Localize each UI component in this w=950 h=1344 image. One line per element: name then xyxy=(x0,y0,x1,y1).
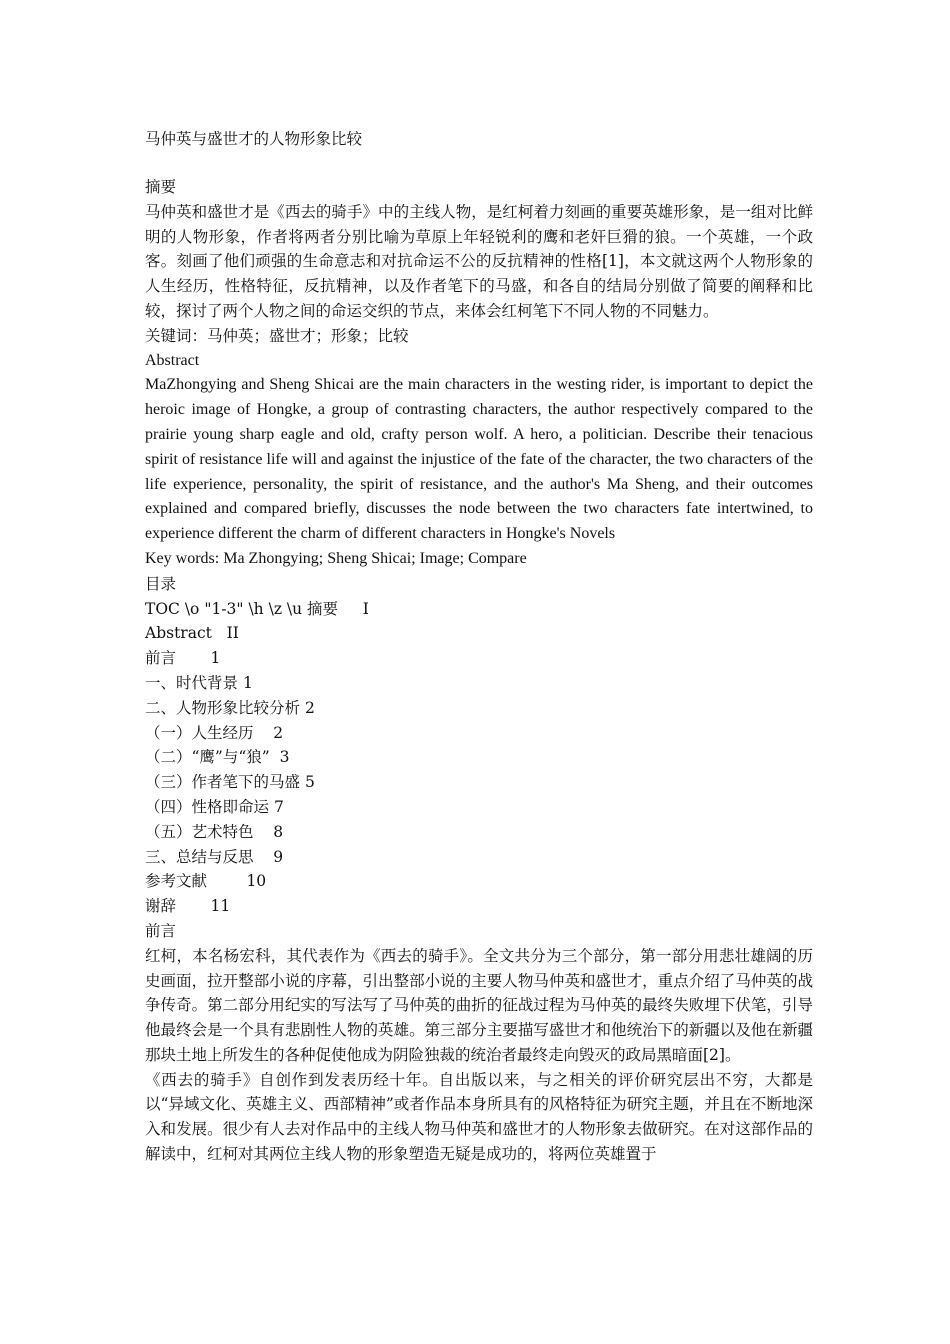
toc-entry[interactable] xyxy=(145,597,813,622)
toc-entry[interactable] xyxy=(145,696,813,721)
toc-entry-separator xyxy=(176,897,211,915)
toc-entry-page: 7 xyxy=(273,797,284,816)
toc-heading: 目录 xyxy=(145,574,177,593)
abstract-en-heading: Abstract xyxy=(145,351,200,369)
toc-entry-label: Abstract xyxy=(145,624,212,643)
table-of-contents xyxy=(145,597,813,919)
toc-entry-page: I xyxy=(362,599,369,618)
toc-entry[interactable] xyxy=(145,894,813,919)
toc-entry-label: 一、时代背景 xyxy=(145,673,239,692)
toc-entry-page: 8 xyxy=(273,822,284,841)
toc-entry-label: （二）“鹰”与“狼” xyxy=(145,748,270,767)
toc-entry-label: 参考文献 xyxy=(145,872,208,891)
toc-entry-page: 2 xyxy=(304,698,315,717)
toc-entry-page: II xyxy=(226,624,239,643)
toc-entry[interactable] xyxy=(145,845,813,870)
preface-paragraph-1: 红柯，本名杨宏科，其代表作为《西去的骑手》。全文共分为三个部分，第一部分用悲壮雄阔的历史画面，拉开整部小说的序幕，引出整部小说的主要人物马仲英和盛世才，重点介绍了马仲英的战争传奇。第二部分用纪实的写法写了马仲英的曲折的征战过程为马仲英的最终失败埋下伏笔，引导他最终会是一个具有悲剧性人物的英雄。第三部分主要描写盛世才和他统治下的新疆以及他在新疆那块土地上所发生的各种促使他成为阴险独裁的统治者最终走向毁灭的政局黑暗面[2]。 xyxy=(145,946,813,1064)
toc-entry[interactable] xyxy=(145,770,813,795)
toc-entry[interactable] xyxy=(145,869,813,894)
toc-entry-label: 前言 xyxy=(145,649,177,668)
toc-entry-page: 10 xyxy=(246,872,267,891)
toc-entry[interactable] xyxy=(145,621,813,646)
abstract-en-text: MaZhongying and Sheng Shicai are the main characters in the westing rider, is important to depict the heroic image of Hongke, a group of contrasting characters, the author respectively compared to the prairie young sharp eagle and old, crafty person wolf. A hero, a politician. Describe their tenacious spirit of resistance life will and against the injustice of the fate of the character, the two characters of the life experience, personality, the spirit of resistance, and the author's Ma Sheng, and their outcomes explained and compared briefly, discusses the node between the two characters fate intertwined, to experience different the charm of different characters in Hongke's Novels xyxy=(145,376,813,543)
toc-entry-separator xyxy=(270,748,280,766)
toc-entry-separator xyxy=(176,649,211,667)
toc-entry-label: 二、人物形象比较分析 xyxy=(145,698,301,717)
toc-entry-separator xyxy=(212,624,227,642)
document-title: 马仲英与盛世才的人物形象比较 xyxy=(145,130,363,148)
toc-entry-page: 1 xyxy=(210,649,221,668)
toc-entry-label: （一）人生经历 xyxy=(145,723,254,742)
toc-entry-label: （四）性格即命运 xyxy=(145,797,270,816)
toc-entry-page: 1 xyxy=(242,673,253,692)
toc-entry[interactable] xyxy=(145,820,813,845)
toc-entry-label: （五）艺术特色 xyxy=(145,822,254,841)
toc-entry-label: 谢辞 xyxy=(145,897,177,916)
document-body xyxy=(145,127,813,1167)
toc-entry-label: （三）作者笔下的马盛 xyxy=(145,773,301,792)
toc-entry-separator xyxy=(254,724,274,742)
toc-entry[interactable] xyxy=(145,721,813,746)
toc-entry[interactable] xyxy=(145,795,813,820)
preface-heading: 前言 xyxy=(145,921,177,940)
toc-entry[interactable] xyxy=(145,646,813,671)
preface-paragraph-2: 《西去的骑手》自创作到发表历经十年。自出版以来，与之相关的评价研究层出不穷，大都是以“异域文化、英雄主义、西部精神”或者作品本身所具有的风格特征为研究主题，并且在不断地深入和发展。很少有人去对作品中的主线人物马仲英和盛世才的人物形象去做研究。在对这部作品的解读中，红柯对其两位主线人物的形象塑造无疑是成功的，将两位英雄置于 xyxy=(145,1070,813,1164)
toc-entry-page: 2 xyxy=(273,723,284,742)
toc-entry-separator xyxy=(254,823,274,841)
toc-entry-page: 11 xyxy=(210,897,231,916)
toc-entry-separator xyxy=(338,600,363,618)
abstract-cn-text: 马仲英和盛世才是《西去的骑手》中的主线人物，是红柯着力刻画的重要英雄形象，是一组对比鲜明的人物形象，作者将两者分别比喻为草原上年轻锐利的鹰和老奸巨猾的狼。一个英雄，一个政客。刻画了他们顽强的生命意志和对抗命运不公的反抗精神的性格[1]，本文就这两个人物形象的人生经历，性格特征，反抗精神，以及作者笔下的马盛，和各自的结局分别做了简要的阐释和比较，探讨了两个人物之间的命运交织的节点，来体会红柯笔下不同人物的不同魅力。 xyxy=(145,202,813,320)
toc-entry-separator xyxy=(207,872,246,890)
toc-entry-page: 9 xyxy=(273,847,284,866)
toc-entry-page: 5 xyxy=(304,773,315,792)
toc-entry-label: 三、总结与反思 xyxy=(145,847,254,866)
spacer xyxy=(145,151,813,175)
keywords-en: Key words: Ma Zhongying; Sheng Shicai; Image; Compare xyxy=(145,549,527,567)
abstract-cn-heading: 摘要 xyxy=(145,178,177,196)
toc-entry[interactable] xyxy=(145,671,813,696)
toc-entry[interactable] xyxy=(145,745,813,770)
toc-entry-separator xyxy=(254,848,274,866)
toc-entry-label: TOC \o "1-3" \h \z \u 摘要 xyxy=(145,599,339,618)
keywords-cn: 关键词：马仲英；盛世才；形象；比较 xyxy=(145,326,409,345)
toc-entry-page: 3 xyxy=(279,748,290,767)
